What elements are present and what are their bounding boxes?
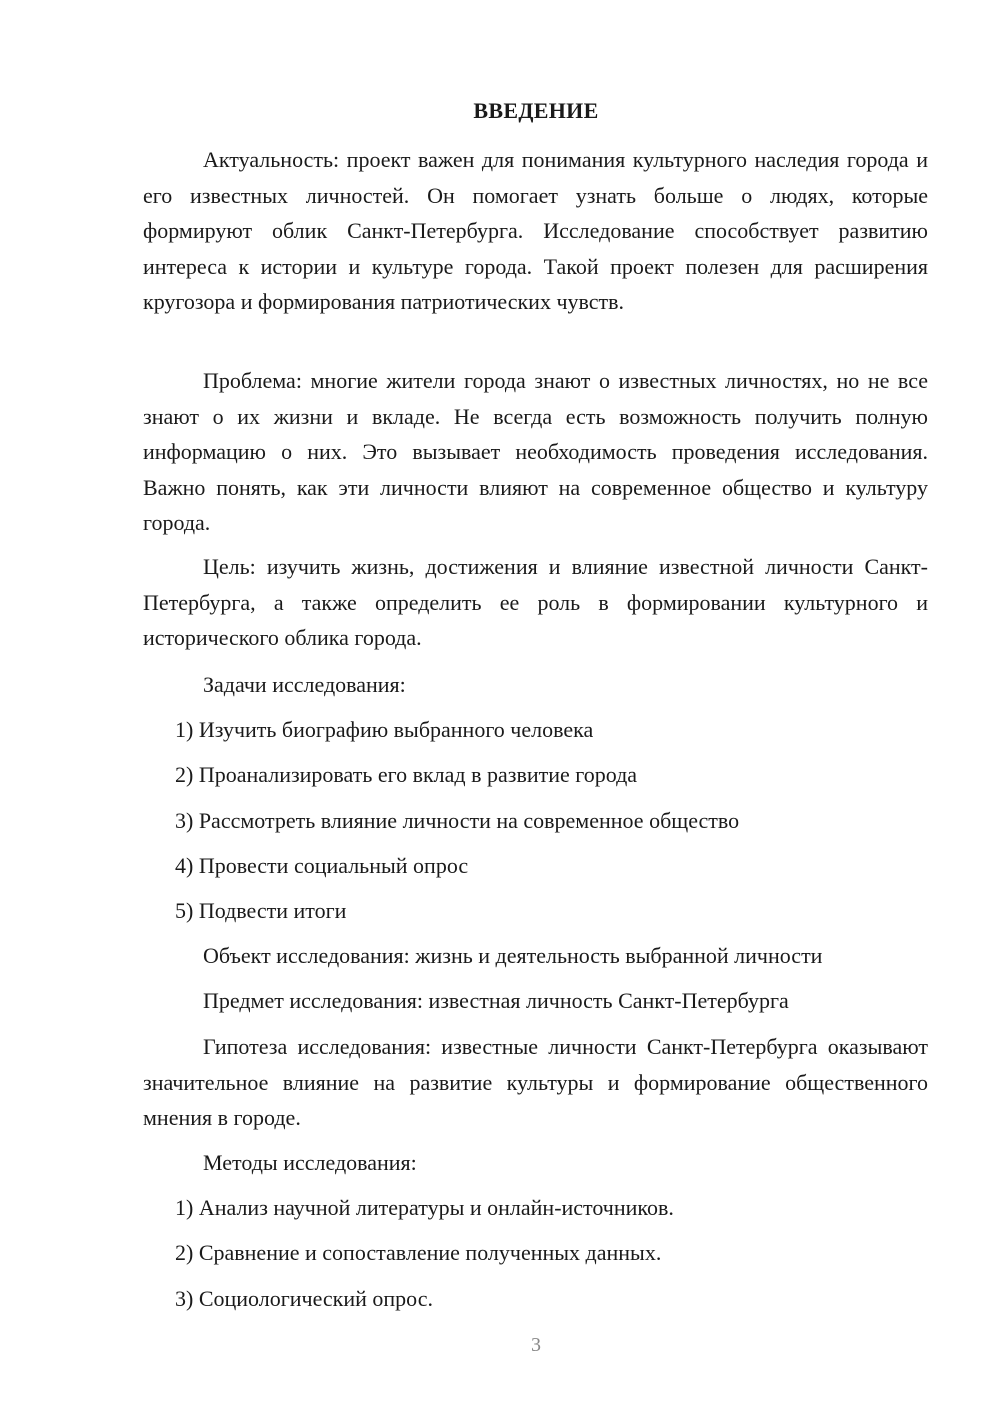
- methods-heading: Методы исследования:: [203, 1150, 417, 1175]
- tasks-heading: Задачи исследования:: [203, 672, 406, 697]
- goal-paragraph: Цель: изучить жизнь, достижения и влияние известной личности Санкт-Петербурга, а также определить ее роль в формировании культурного и исторического облика города.: [143, 554, 928, 650]
- task-item: 1) Изучить биографию выбранного человека: [175, 717, 594, 742]
- hypothesis-paragraph: Гипотеза исследования: известные личности Санкт-Петербурга оказывают значительное влияние на развитие культуры и формирование общественного мнения в городе.: [143, 1034, 928, 1130]
- problem-paragraph: Проблема: многие жители города знают о известных личностях, но не все знают о их жизни и вкладе. Не всегда есть возможность получить полную информацию о них. Это вызывает необходимость проведения исследования. Важно понять, как эти личности влияют на современное общество и культуру города.: [143, 368, 928, 535]
- relevance-paragraph: Актуальность: проект важен для понимания культурного наследия города и его известных личностей. Он помогает узнать больше о людях, которые формируют облик Санкт-Петербурга. Исследование способствует развитию интереса к истории и культуре города. Такой проект полезен для расширения кругозора и формирования патриотических чувств.: [143, 147, 928, 314]
- task-item: 5) Подвести итоги: [175, 898, 347, 923]
- method-item: 1) Анализ научной литературы и онлайн-источников.: [175, 1195, 674, 1220]
- research-subject: Предмет исследования: известная личность Санкт-Петербурга: [203, 988, 789, 1013]
- page-number: 3: [531, 1334, 541, 1356]
- research-object: Объект исследования: жизнь и деятельность выбранной личности: [203, 943, 823, 968]
- task-item: 2) Проанализировать его вклад в развитие города: [175, 762, 638, 787]
- method-item: 3) Социологический опрос.: [175, 1286, 433, 1311]
- method-item: 2) Сравнение и сопоставление полученных данных.: [175, 1240, 662, 1265]
- task-item: 4) Провести социальный опрос: [175, 853, 469, 878]
- section-title: ВВЕДЕНИЕ: [473, 98, 599, 123]
- task-item: 3) Рассмотреть влияние личности на современное общество: [175, 808, 740, 833]
